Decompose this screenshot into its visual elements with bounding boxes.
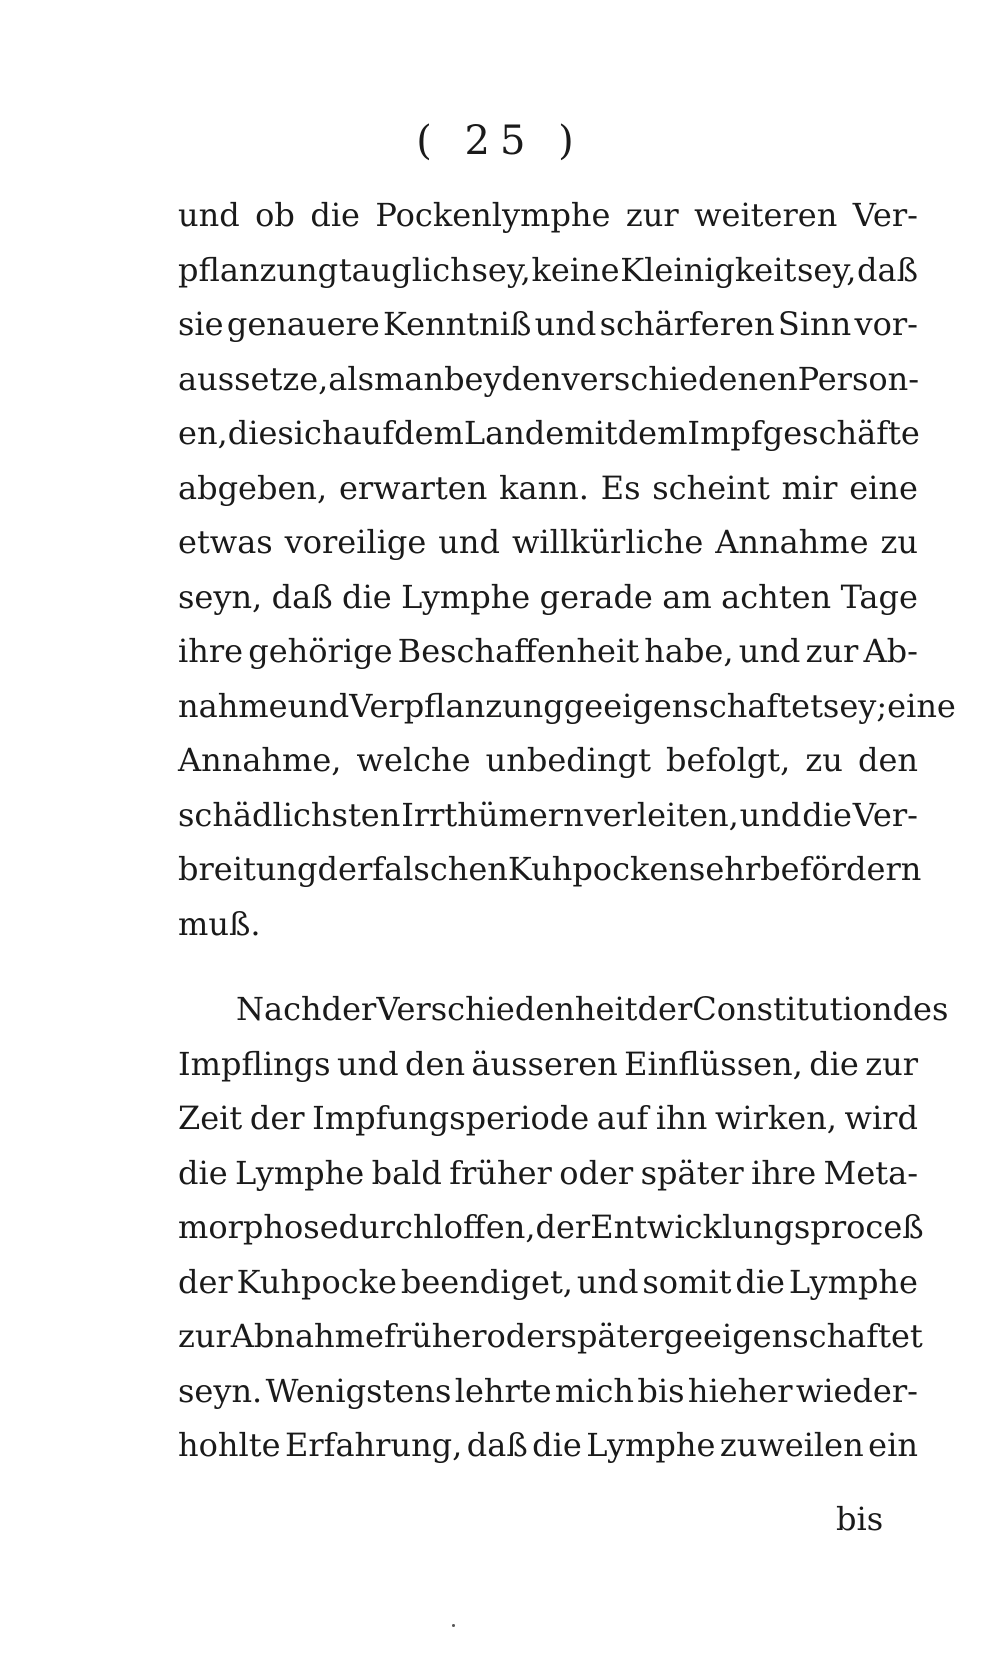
- word: wird: [844, 1099, 918, 1137]
- word: früher: [449, 1153, 552, 1192]
- paragraph-1: [178, 196, 956, 959]
- word: Entwicklungsproceß: [590, 1208, 924, 1246]
- word: genauere: [226, 305, 380, 343]
- word: ob: [255, 196, 295, 234]
- word: Meta-: [823, 1153, 918, 1192]
- word: mich: [554, 1371, 635, 1410]
- word: Impflings: [178, 1044, 331, 1083]
- word: Irrthümern: [401, 795, 584, 834]
- word: den: [857, 741, 918, 779]
- word: nahme: [178, 686, 288, 725]
- word: pflanzung: [178, 250, 339, 289]
- text-line: [178, 1426, 918, 1481]
- word: schärferen: [599, 305, 775, 343]
- word: muß.: [178, 904, 261, 943]
- word: tauglich: [338, 250, 471, 289]
- word: Lymphe: [788, 1262, 918, 1301]
- word: dem: [394, 414, 464, 452]
- word: abgeben,: [178, 468, 328, 507]
- word: aussetze,: [178, 359, 329, 398]
- word: sey,: [471, 250, 531, 289]
- word: willkürliche: [511, 523, 704, 561]
- word: Kuhpocken: [507, 850, 689, 888]
- text-line: [178, 1208, 924, 1263]
- word: hieher: [687, 1371, 793, 1410]
- word: Lymphe: [235, 1153, 365, 1192]
- word: eine: [887, 686, 956, 725]
- text-line: [178, 1317, 923, 1372]
- word: und: [739, 795, 802, 834]
- word: den: [501, 359, 562, 398]
- word: seyn,: [178, 577, 263, 616]
- word: später: [640, 1153, 744, 1192]
- word: die: [809, 1044, 859, 1083]
- word: auf: [342, 414, 395, 452]
- word: falschen: [372, 850, 508, 888]
- word: zuweilen: [719, 1426, 864, 1464]
- word: verschiedenen: [561, 359, 798, 398]
- word: ein: [868, 1426, 918, 1464]
- word: die: [802, 795, 852, 834]
- word: Erfahrung,: [284, 1426, 463, 1464]
- word: zur: [865, 1044, 918, 1083]
- word: schädlichsten: [178, 795, 401, 834]
- text-line: [178, 578, 918, 633]
- text-line: [178, 990, 949, 1045]
- word: Es: [600, 468, 641, 507]
- word: zu: [805, 741, 843, 779]
- text-line: [178, 1372, 918, 1427]
- word: geeigenschaftet: [563, 686, 823, 725]
- text-line: [178, 196, 918, 251]
- text-line: [178, 360, 918, 415]
- word: Verschiedenheit: [376, 990, 638, 1028]
- word: daß: [857, 250, 918, 289]
- word: des: [892, 990, 949, 1028]
- catchword: bis: [836, 1500, 884, 1538]
- word: Tage: [840, 577, 918, 616]
- text-line: [178, 1045, 918, 1100]
- text-line: [178, 469, 918, 524]
- word: Person-: [797, 359, 920, 398]
- word: die: [178, 1153, 228, 1192]
- word: der: [637, 990, 693, 1028]
- word: Annahme: [715, 523, 869, 561]
- word: keine: [531, 250, 620, 289]
- word: Kenntniß: [383, 305, 532, 343]
- word: breitung: [178, 850, 318, 888]
- word: etwas: [178, 523, 273, 561]
- word: und: [534, 305, 597, 343]
- word: später: [560, 1317, 664, 1355]
- word: sey,: [797, 250, 857, 289]
- word: Zeit: [178, 1099, 243, 1137]
- word: Impfungsperiode: [312, 1099, 590, 1137]
- word: der: [321, 990, 377, 1028]
- word: die: [532, 1426, 582, 1464]
- text-line: [178, 1263, 918, 1318]
- word: Beschaffenheit: [397, 632, 640, 670]
- word: sich: [277, 414, 343, 452]
- word: Nach: [236, 990, 322, 1028]
- word: Pockenlymphe: [375, 196, 611, 234]
- word: wirken,: [714, 1099, 837, 1137]
- word: die: [310, 196, 360, 234]
- word: weiteren: [694, 196, 838, 234]
- word: oder: [559, 1153, 634, 1192]
- word: lehrte: [454, 1371, 552, 1410]
- word: geeigenschaftet: [663, 1317, 923, 1355]
- word: Lymphe: [586, 1426, 716, 1464]
- text-line: [178, 632, 918, 687]
- text-line: [178, 523, 918, 578]
- word: verleiten,: [584, 795, 739, 834]
- word: gehörige: [248, 632, 393, 670]
- word: der: [178, 1262, 233, 1301]
- word: befördern: [760, 850, 922, 888]
- word: Ver-: [852, 795, 918, 834]
- word: Constitution: [692, 990, 893, 1028]
- text-line: [178, 414, 918, 469]
- text-line: [178, 741, 918, 796]
- word: Abnahme: [230, 1317, 384, 1355]
- word: dem: [617, 414, 688, 452]
- word: Wenigstens: [265, 1371, 452, 1410]
- word: Annahme,: [178, 741, 342, 779]
- word: voreilige: [284, 523, 427, 561]
- word: den: [405, 1044, 466, 1083]
- word: und: [178, 196, 240, 234]
- word: sie: [178, 305, 224, 343]
- word: sey;: [822, 686, 888, 725]
- word: eine: [849, 468, 918, 507]
- text-line: [178, 796, 918, 851]
- word: daß: [271, 577, 333, 616]
- word: zur: [178, 1317, 231, 1355]
- word: als: [328, 359, 375, 398]
- word: morphose: [178, 1208, 339, 1246]
- word: bis: [637, 1371, 685, 1410]
- word: der: [249, 1099, 305, 1137]
- word: wieder-: [795, 1371, 918, 1410]
- word: äusseren: [471, 1044, 618, 1083]
- word: und: [336, 1044, 399, 1083]
- word: scheint: [652, 468, 770, 507]
- word: habe,: [644, 632, 734, 670]
- word: daß: [466, 1426, 528, 1464]
- word: mir: [781, 468, 838, 507]
- paragraph-2: [178, 990, 949, 1481]
- word: achten: [721, 577, 832, 616]
- word: durchloffen,: [338, 1208, 536, 1246]
- word: erwarten: [338, 468, 488, 507]
- word: Lande: [463, 414, 565, 452]
- text-line: [178, 251, 918, 306]
- word: gerade: [539, 577, 653, 616]
- word: somit: [642, 1262, 732, 1301]
- word: ihre: [178, 632, 244, 670]
- word: Verpflanzung: [349, 686, 564, 725]
- word: befolgt,: [666, 741, 791, 779]
- word: die: [735, 1262, 785, 1301]
- word: hohlte: [178, 1426, 281, 1464]
- word: die: [227, 414, 278, 452]
- word: sehr: [688, 850, 761, 888]
- word: bey: [444, 359, 502, 398]
- word: und: [738, 632, 801, 670]
- print-speck: [452, 1624, 455, 1627]
- word: Ab-: [863, 632, 918, 670]
- word: man: [374, 359, 445, 398]
- word: Kuhpocke: [236, 1262, 397, 1301]
- word: Sinn: [777, 305, 852, 343]
- word: Lymphe: [401, 577, 531, 616]
- word: Ver-: [852, 196, 918, 234]
- word: der: [317, 850, 373, 888]
- word: oder: [486, 1317, 561, 1355]
- word: vor-: [854, 305, 918, 343]
- word: Impfgeschäfte: [687, 414, 920, 452]
- text-line: [178, 1099, 918, 1154]
- text-line: [178, 905, 918, 960]
- word: zu: [880, 523, 918, 561]
- word: der: [535, 1208, 591, 1246]
- word: zur: [805, 632, 859, 670]
- word: kann.: [499, 468, 589, 507]
- text-line: [178, 305, 918, 360]
- word: am: [662, 577, 712, 616]
- word: unbedingt: [485, 741, 651, 779]
- text-line: [178, 1154, 918, 1209]
- word: bald: [371, 1153, 442, 1192]
- word: ihn: [655, 1099, 708, 1137]
- page-number: ( 25 ): [416, 118, 584, 164]
- text-line: [178, 686, 956, 742]
- word: und: [438, 523, 500, 561]
- word: beendiget,: [400, 1262, 573, 1301]
- word: seyn.: [178, 1371, 263, 1410]
- word: und: [576, 1262, 639, 1301]
- word: zur: [625, 196, 679, 234]
- word: welche: [356, 741, 471, 779]
- word: en,: [178, 414, 228, 452]
- word: auf: [596, 1099, 649, 1137]
- word: früher: [383, 1317, 487, 1355]
- word: Einflüssen,: [624, 1044, 803, 1083]
- word: mit: [564, 414, 618, 452]
- word: Kleinigkeit: [620, 250, 797, 289]
- word: und: [287, 686, 350, 725]
- word: ihre: [751, 1153, 817, 1192]
- text-line: [178, 850, 922, 905]
- word: die: [342, 577, 392, 616]
